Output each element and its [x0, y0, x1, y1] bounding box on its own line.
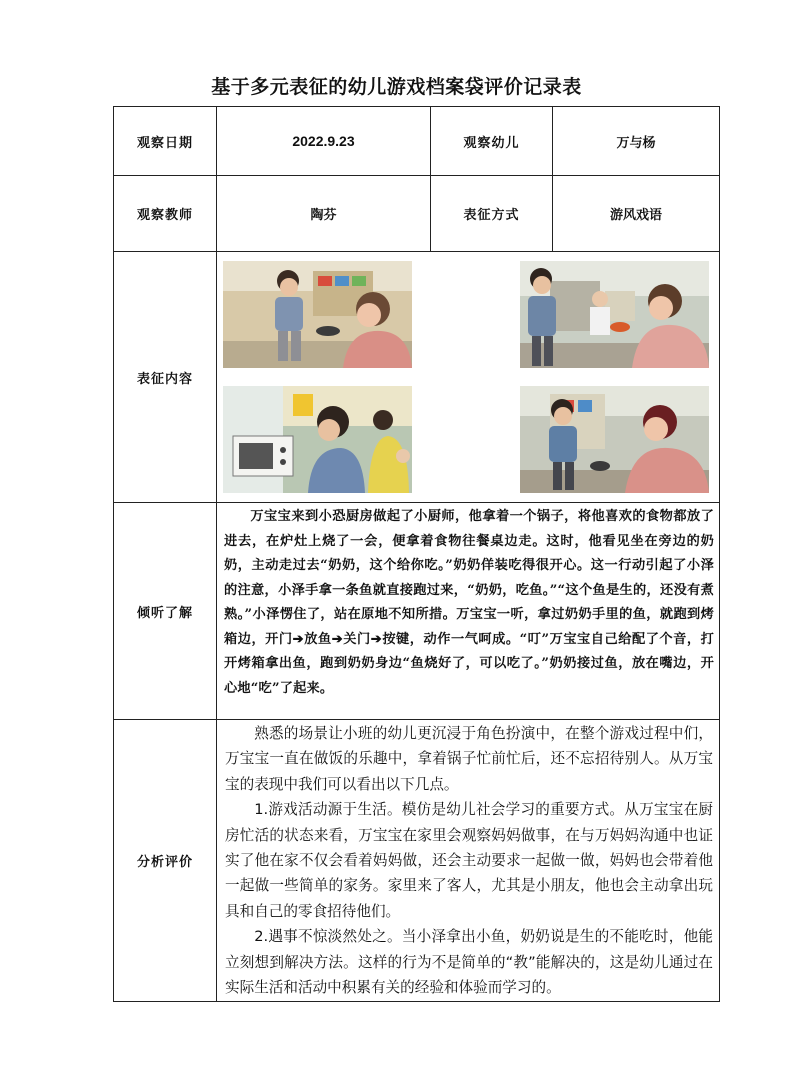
- photo-grid: [217, 253, 719, 501]
- photo-child-at-oven: [223, 386, 412, 493]
- listen-cell: [217, 503, 720, 720]
- row-date-child: [114, 107, 720, 176]
- photo-child-offering-food-2: [520, 261, 709, 368]
- content-label: 表征内容: [114, 252, 217, 503]
- date-label: 观察日期: [114, 107, 217, 176]
- page-title: 基于多元表征的幼儿游戏档案袋评价记录表: [211, 76, 582, 98]
- mode-value: 游风戏语: [553, 176, 720, 252]
- record-table: [113, 106, 720, 1002]
- analysis-label: 分析评价: [114, 720, 217, 1002]
- listen-text: 万宝宝来到小恐厨房做起了小厨师，他拿着一个锅子，将他喜欢的食物都放了进去，在炉灶上烧了一会，便拿着食物往餐桌边走。这时，他看见坐在旁边的奶奶，主动走过去“奶奶，这个给你吃。”奶奶佯装吃得很开心。这一行动引起了小泽的注意，小泽手拿一条鱼就直接跑过来，“奶奶，吃鱼。”“这个鱼是生的，还没有煮熟。”小泽愣住了，站在原地不知所措。万宝宝一听，拿过奶奶手里的鱼，就跑到烤箱边，开门➔放鱼➔关门➔按键，动作一气呵成。“叮”万宝宝自己给配了个音，打开烤箱拿出鱼，跑到奶奶身边“鱼烧好了，可以吃了。”奶奶接过鱼，放在嘴边，开心地“吃”了起来。: [224, 509, 714, 696]
- date-value: 2022.9.23: [217, 107, 431, 176]
- teacher-label: 观察教师: [114, 176, 217, 252]
- photo-cell: [217, 252, 720, 503]
- mode-label: 表征方式: [431, 176, 553, 252]
- child-value: 万与杨: [553, 107, 720, 176]
- analysis-paragraph: 1.游戏活动源于生活。模仿是幼儿社会学习的重要方式。从万宝宝在厨房忙活的状态来看，万宝宝在家里会观察妈妈做事，在与万妈妈沟通中也证实了他在家不仅会看着妈妈做，还会主动要求一起做一做，妈妈也会带着他一起做一些简单的家务。家里来了客人，尤其是小朋友，他也会主动拿出玩具和自己的零食招待他们。: [225, 801, 713, 920]
- row-analysis: [114, 720, 720, 1002]
- row-listen: [114, 503, 720, 720]
- row-teacher-mode: [114, 176, 720, 252]
- photo-grandma-tasting: [520, 386, 709, 493]
- analysis-cell: [217, 720, 720, 1002]
- row-content: [114, 252, 720, 503]
- photo-child-offering-food-1: [223, 261, 412, 368]
- listen-label: 倾听了解: [114, 503, 217, 720]
- analysis-paragraph: 2.遇事不惊淡然处之。当小泽拿出小鱼，奶奶说是生的不能吃时，他能立刻想到解决方法。这样的行为不是简单的“教”能解决的，这是幼儿通过在实际生活和活动中积累有关的经验和体验而学习的。: [225, 928, 713, 997]
- teacher-value: 陶芬: [217, 176, 431, 252]
- analysis-paragraph: 熟悉的场景让小班的幼儿更沉浸于角色扮演中，在整个游戏过程中们，万宝宝一直在做饭的乐趣中，拿着锅子忙前忙后，还不忘招待别人。从万宝宝的表现中我们可以看出以下几点。: [225, 725, 713, 793]
- child-label: 观察幼儿: [431, 107, 553, 176]
